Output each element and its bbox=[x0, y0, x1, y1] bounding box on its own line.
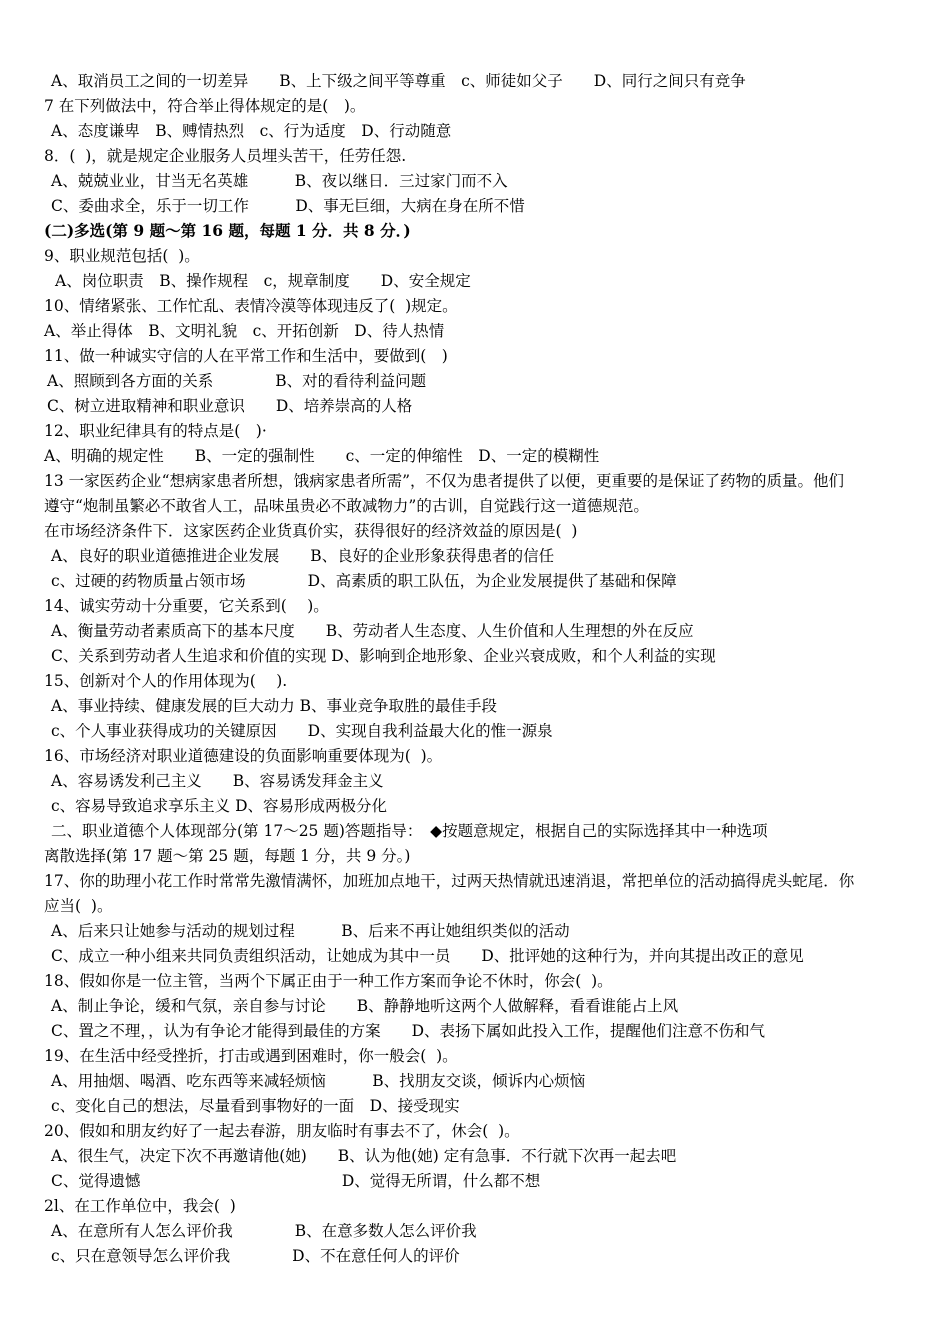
q18-stem: 18、假如你是一位主管，当两个下属正由于一种工作方案而争论不休时，你会( )。 bbox=[44, 972, 613, 990]
section-two-subheading: 离散选择(第 17 题～第 25 题，每题 1 分，共 9 分。) bbox=[44, 847, 411, 865]
q15-options-cd: c、个人事业获得成功的关键原因 D、实现自我利益最大化的惟一源泉 bbox=[51, 722, 553, 740]
q8-options-ab: A、兢兢业业，甘当无名英雄 B、夜以继日．三过家门而不入 bbox=[51, 172, 508, 190]
q10-options: A、举止得体 B、文明礼貌 c、开拓创新 D、待人热情 bbox=[44, 322, 445, 340]
q19-options-cd: c、变化自己的想法，尽量看到事物好的一面 D、接受现实 bbox=[51, 1097, 460, 1115]
q17-stem-line1: 17、你的助理小花工作时常常先激情满怀，加班加点地干，过两天热情就迅速消退，常把单位的活动搞得虎头蛇尾．你 bbox=[44, 872, 855, 890]
q13-stem-line3: 在市场经济条件下．这家医药企业货真价实，获得很好的经济效益的原因是( ) bbox=[44, 522, 578, 540]
q7-stem: 7 在下列做法中，符合举止得体规定的是( )。 bbox=[44, 97, 366, 115]
q6-options: A、取消员工之间的一切差异 B、上下级之间平等尊重 c、师徒如父子 D、同行之间只有竞争 bbox=[51, 72, 746, 90]
q11-options-ab: A、照顾到各方面的关系 B、对的看待利益问题 bbox=[47, 372, 427, 390]
q14-stem: 14、诚实劳动十分重要，它关系到( )。 bbox=[44, 597, 329, 615]
q21-options-ab: A、在意所有人怎么评价我 B、在意多数人怎么评价我 bbox=[51, 1222, 477, 1240]
q20-stem: 20、假如和朋友约好了一起去春游，朋友临时有事去不了，休会( )。 bbox=[44, 1122, 520, 1140]
q18-options-ab: A、制止争论，缓和气氛，亲自参与讨论 B、静静地听这两个人做解释，看看谁能占上风 bbox=[51, 997, 679, 1015]
q13-stem-line1: 13 一家医药企业“想病家患者所想，饿病家患者所需”，不仅为患者提供了以便，更重要的是保证了药物的质量。他们 bbox=[44, 472, 845, 490]
q21-stem: 2l、在工作单位中，我会( ) bbox=[44, 1197, 236, 1215]
q17-stem-line2: 应当( )。 bbox=[44, 897, 113, 915]
q9-stem: 9、职业规范包括( )。 bbox=[44, 247, 200, 265]
q15-options-ab: A、事业持续、健康发展的巨大动力 B、事业竞争取胜的最佳手段 bbox=[51, 697, 498, 715]
q12-stem: 12、职业纪律具有的特点是( )· bbox=[44, 422, 267, 440]
section-multi-choice-heading: (二)多选(第 9 题～第 16 题，每题 1 分．共 8 分．) bbox=[44, 221, 411, 240]
q18-options-cd: C、置之不理，，认为有争论才能得到最佳的方案 D、表扬下属如此投入工作，提醒他们注意不伤和气 bbox=[51, 1022, 766, 1040]
q13-stem-line2: 遵守“炮制虽繁必不敢省人工，品味虽贵必不敢减物力”的古训，自觉践行这一道德规范。 bbox=[44, 497, 649, 515]
q11-options-cd: C、树立进取精神和职业意识 D、培养崇高的人格 bbox=[47, 397, 413, 415]
q8-stem: 8．( )，就是规定企业服务人员埋头苦干，任劳任怨. bbox=[44, 147, 407, 165]
q17-options-cd: C、成立一种小组来共同负责组织活动，让她成为其中一员 D、批评她的这种行为，并向其提出改正的意见 bbox=[51, 947, 804, 965]
q17-options-ab: A、后来只让她参与活动的规划过程 B、后来不再让她组织类似的活动 bbox=[51, 922, 570, 940]
q14-options-cd: C、关系到劳动者人生追求和价值的实现 D、影响到企地形象、企业兴衰成败，和个人利益的实现 bbox=[51, 647, 716, 665]
q15-stem: 15、创新对个人的作用体现为( ). bbox=[44, 672, 288, 690]
q11-stem: 11、做一种诚实守信的人在平常工作和生活中，要做到( ) bbox=[44, 347, 448, 365]
q10-stem: 10、情绪紧张、工作忙乱、表情冷漠等体现违反了( )规定。 bbox=[44, 297, 458, 315]
q19-stem: 19、在生活中经受挫折，打击或遇到困难时，你一般会( )。 bbox=[44, 1047, 458, 1065]
q20-options-cd: C、觉得遗憾 D、觉得无所谓，什么都不想 bbox=[51, 1172, 541, 1190]
q13-options-ab: A、良好的职业道德推进企业发展 B、良好的企业形象获得患者的信任 bbox=[51, 547, 555, 565]
section-two-heading: 二、职业道德个人体现部分(第 17～25 题)答题指导： ◆按题意规定，根据自己的实际选择其中一种选项 bbox=[51, 822, 768, 840]
q12-options: A、明确的规定性 B、一定的强制性 c、一定的伸缩性 D、一定的模糊性 bbox=[44, 447, 600, 465]
q13-options-cd: c、过硬的药物质量占领市场 D、高素质的职工队伍，为企业发展提供了基础和保障 bbox=[51, 572, 677, 590]
q20-options-ab: A、很生气，决定下次不再邀请他(她) B、认为他(她) 定有急事．不行就下次再一起去吧 bbox=[51, 1147, 677, 1165]
q16-stem: 16、市场经济对职业道德建设的负面影响重要体现为( )。 bbox=[44, 747, 443, 765]
q9-options: A、岗位职责 B、操作规程 c，规章制度 D、安全规定 bbox=[55, 272, 471, 290]
q19-options-ab: A、用抽烟、喝酒、吃东西等来减轻烦恼 B、找朋友交谈，倾诉内心烦恼 bbox=[51, 1072, 586, 1090]
q21-options-cd: c、只在意领导怎么评价我 D、不在意任何人的评价 bbox=[51, 1247, 460, 1265]
q14-options-ab: A、衡量劳动者素质高下的基本尺度 B、劳动者人生态度、人生价值和人生理想的外在反应 bbox=[51, 622, 694, 640]
q16-options-ab: A、容易诱发利己主义 B、容易诱发拜金主义 bbox=[51, 772, 384, 790]
q16-options-cd: c、容易导致追求享乐主义 D、容易形成两极分化 bbox=[51, 797, 388, 815]
q7-options: A、态度谦卑 B、赙情热烈 c、行为适度 D、行动随意 bbox=[51, 122, 452, 140]
q8-options-cd: C、委曲求全，乐于一切工作 D、事无巨细，大病在身在所不惜 bbox=[51, 197, 525, 215]
